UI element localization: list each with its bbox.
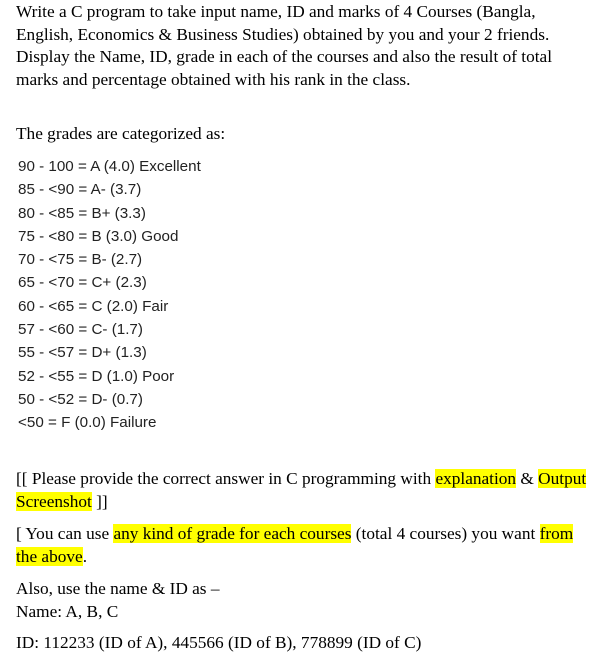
grade-note-text: [ You can use (16, 524, 114, 543)
highlight-output-screenshot: Output Screenshot (16, 469, 587, 511)
intro-paragraph: Write a C program to take input name, ID and marks of 4 Courses (Bangla, English, Economics & Business Studies) obtained by you and your 2 friends. Display the Name, ID, grade in each of the courses and also the result of total marks and percentage obtained with his rank in the class. (16, 2, 553, 89)
grade-item: 50 - <52 = D- (0.7) (18, 390, 143, 408)
grade-item: 57 - <60 = C- (1.7) (18, 321, 143, 339)
grade-note-text: . (82, 546, 88, 566)
grade-item: 60 - <65 = C (2.0) Fair (18, 297, 169, 315)
highlight-from-above: from the above (16, 524, 574, 566)
names-paragraph (16, 578, 596, 623)
grade-item: 65 - <70 = C+ (2.3) (18, 274, 147, 292)
id-line: ID: 112233 (ID of A), 445566 (ID of B), 778899 (ID of C) (16, 633, 422, 652)
highlight-any-grade: any kind of grade for each courses (113, 524, 352, 543)
grade-list (18, 155, 201, 435)
grade-note-text: (total 4 courses) you want (351, 524, 540, 543)
grade-item: 52 - <55 = D (1.0) Poor (18, 367, 175, 385)
request-note (16, 468, 596, 513)
highlight-explanation: explanation (435, 469, 517, 488)
grade-item: 55 - <57 = D+ (1.3) (18, 344, 147, 362)
names-instruction: Also, use the name & ID as – (16, 579, 220, 598)
request-note-text: [[ Please provide the correct answer in C programming with (16, 469, 436, 488)
request-note-text: ]] (91, 491, 108, 511)
grade-item: 80 - <85 = B+ (3.3) (18, 204, 146, 222)
request-note-text: & (516, 469, 539, 488)
grades-heading: The grades are categorized as: (16, 124, 226, 143)
grade-note (16, 523, 596, 568)
names-line: Name: A, B, C (16, 601, 119, 621)
grade-item: 75 - <80 = B (3.0) Good (18, 227, 179, 245)
grade-item: <50 = F (0.0) Failure (18, 414, 157, 432)
grade-item: 85 - <90 = A- (3.7) (18, 181, 142, 199)
grade-item: 70 - <75 = B- (2.7) (18, 251, 143, 269)
grade-item: 90 - 100 = A (4.0) Excellent (18, 158, 201, 175)
